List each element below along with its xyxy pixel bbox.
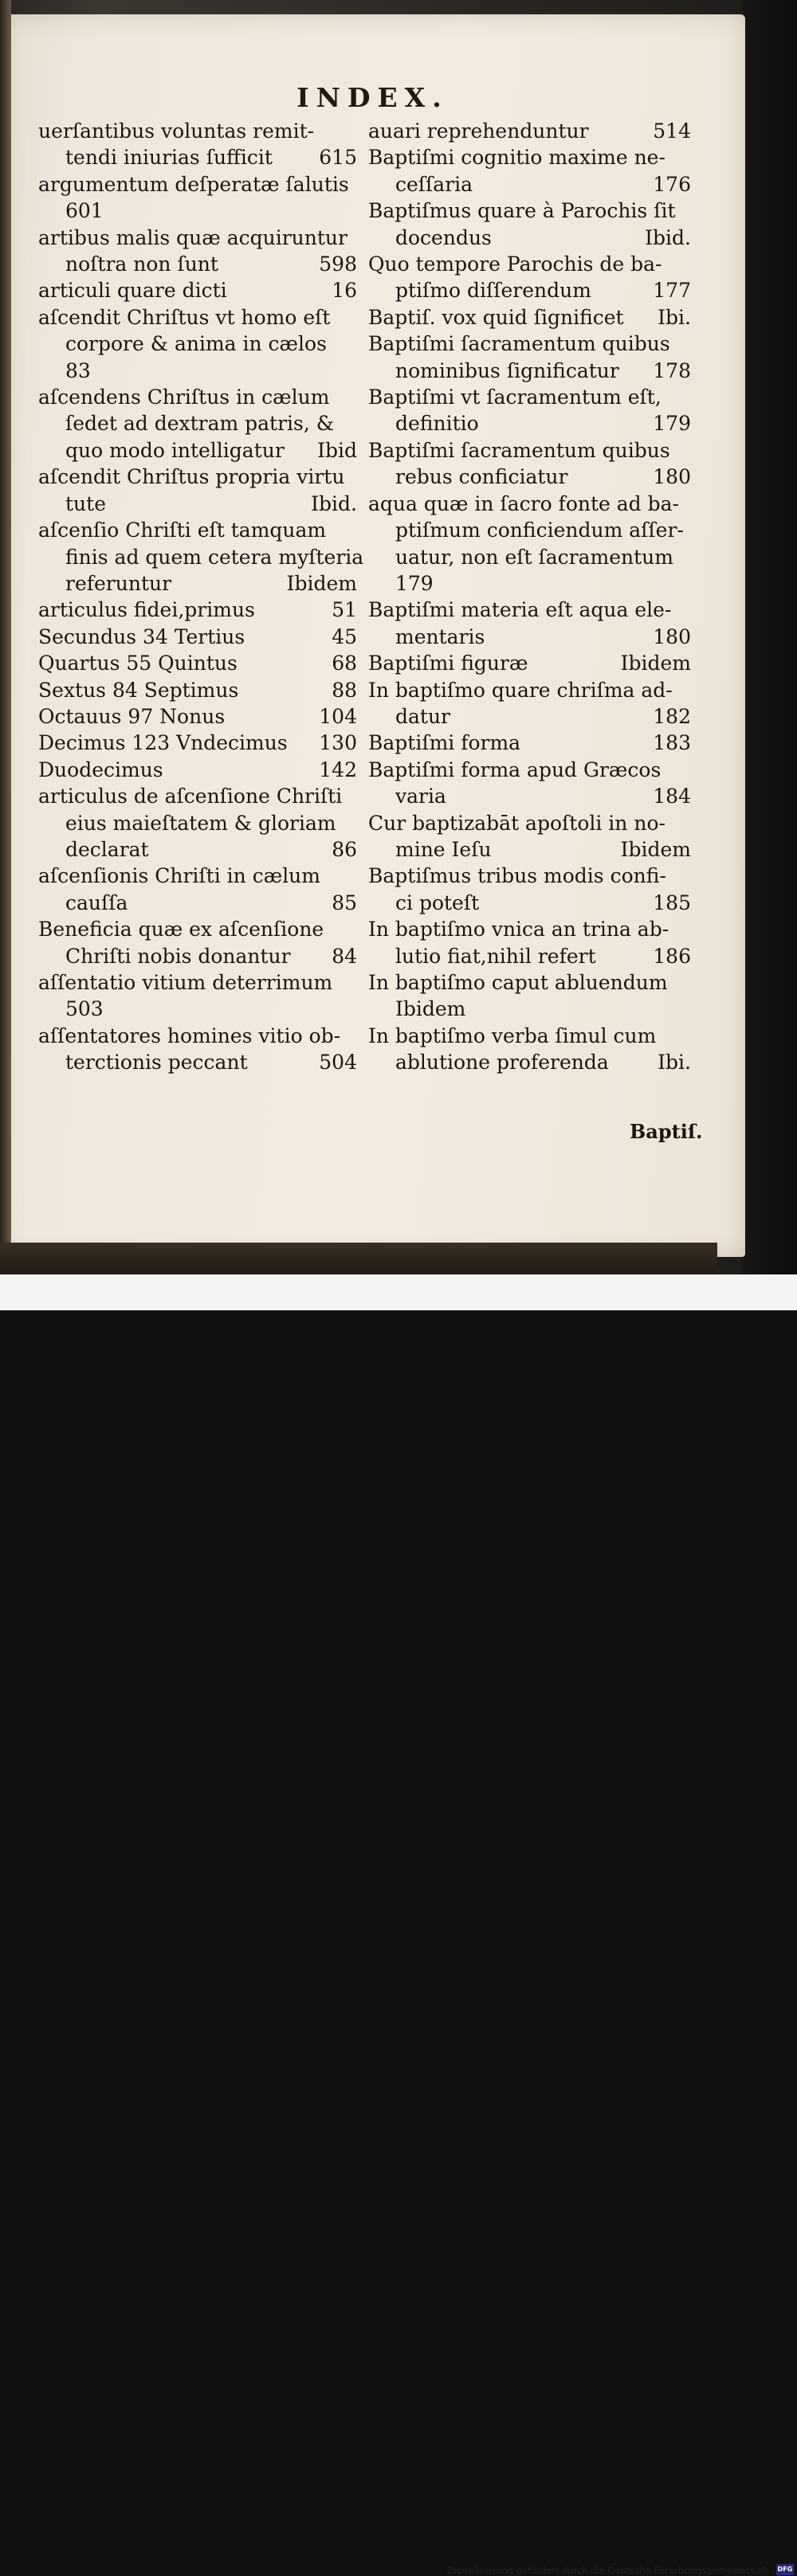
catchword: Baptiſ. xyxy=(630,1120,703,1143)
index-entry xyxy=(368,597,691,623)
index-entry-text: Baptiſmus quare à Parochis ſit xyxy=(368,199,676,223)
index-entry-text: Baptiſmi figuræ xyxy=(368,652,528,675)
index-entry xyxy=(38,225,357,251)
index-entry-page: 45 xyxy=(332,624,357,648)
index-entry xyxy=(38,996,357,1022)
index-entry-text: articuli quare dicti xyxy=(38,279,227,303)
index-entry-text: Octauus 97 Nonus xyxy=(38,704,226,728)
index-entry xyxy=(38,677,357,703)
index-entry-text: declarat xyxy=(65,837,149,861)
index-entry-text: aqua quæ in ſacro fonte ad ba- xyxy=(368,491,679,515)
index-entry-text: finis ad quem cetera myſteria xyxy=(65,545,364,569)
index-entry-text: Baptiſmi ſacramentum quibus xyxy=(368,438,670,462)
index-entry-text: ablutione proferenda xyxy=(395,1051,609,1075)
index-entry-text: eius maieſtatem & gloriam xyxy=(65,811,336,835)
index-entry-page: 184 xyxy=(653,785,691,808)
book-gutter xyxy=(0,0,11,1274)
index-entry-page: 68 xyxy=(332,652,357,675)
index-entry-text: articulus de aſcenſione Chriſti xyxy=(38,785,343,808)
index-entry-text: uerſantibus voluntas remit- xyxy=(38,119,315,143)
index-entry xyxy=(38,597,357,623)
index-entry xyxy=(368,757,691,783)
index-entry-text: artibus malis quæ acquiruntur xyxy=(38,225,347,249)
index-entry-text: 503 xyxy=(65,997,104,1021)
index-entry-page: 182 xyxy=(653,704,691,728)
index-entry xyxy=(368,198,691,224)
index-entry xyxy=(38,491,357,517)
index-entry xyxy=(368,171,691,198)
index-entry-text: referuntur xyxy=(65,571,172,595)
index-entry-page: 142 xyxy=(319,758,357,781)
index-entry-text: Decimus 123 Vndecimus xyxy=(38,731,288,755)
index-entry-text: lutio fiat,nihil refert xyxy=(395,944,596,968)
index-entry xyxy=(38,358,357,384)
book-page xyxy=(0,14,745,1257)
index-entry-text: docendus xyxy=(395,225,492,249)
index-entry-text: Quo tempore Parochis de ba- xyxy=(368,253,662,276)
index-entry xyxy=(38,943,357,969)
index-entry-page: 186 xyxy=(653,944,691,968)
index-entry xyxy=(368,358,691,384)
index-entry-text: nominibus ſignificatur xyxy=(395,358,619,382)
index-entry-text: aſcenſio Chriſti eſt tamquam xyxy=(38,519,327,542)
index-entry xyxy=(368,517,691,543)
index-entry-text: mine Ieſu xyxy=(395,837,492,861)
index-entry-text: 179 xyxy=(395,571,434,595)
index-entry-text: Baptiſmus tribus modis confi- xyxy=(368,864,666,888)
index-entry-text: Baptiſmi materia eſt aqua ele- xyxy=(368,598,672,622)
index-entry-text: datur xyxy=(395,704,451,728)
index-entry-page: 179 xyxy=(653,412,691,436)
index-entry-text: aſſentatio vitium deterrimum xyxy=(38,971,333,994)
index-entry-text: varia xyxy=(395,785,446,808)
index-entry-page: 615 xyxy=(319,146,357,170)
index-entry xyxy=(38,144,357,170)
index-entry-page: Ibidem xyxy=(620,652,691,675)
index-entry-text: mentaris xyxy=(395,624,485,648)
index-entry xyxy=(38,783,357,809)
index-entry xyxy=(368,491,691,517)
index-entry-text: Baptiſmi forma xyxy=(368,731,521,755)
index-entry xyxy=(38,384,357,410)
index-entry xyxy=(38,969,357,996)
index-entry xyxy=(368,730,691,756)
index-entry-text: aſcendit Chriſtus vt homo eſt xyxy=(38,305,331,329)
index-entry-text: Chriſti nobis donantur xyxy=(65,944,291,968)
index-entry xyxy=(38,836,357,863)
index-entry-page: Ibi. xyxy=(658,1051,691,1075)
index-entry xyxy=(38,251,357,277)
index-entry xyxy=(38,410,357,437)
index-entry xyxy=(368,650,691,676)
index-entry xyxy=(368,1023,691,1049)
dfg-logo: DFG xyxy=(776,2564,794,2575)
index-entry-text: ſedet ad dextram patris, & xyxy=(65,412,335,436)
index-entry xyxy=(368,331,691,357)
index-entry xyxy=(38,464,357,490)
index-entry-text: Baptiſmi ſacramentum quibus xyxy=(368,332,670,356)
digitization-notice: Digitalisierung gefördert durch die Deutsche Forschungsgemeinschaft - xyxy=(446,2565,775,2576)
index-entry xyxy=(38,198,357,224)
book-edge-right xyxy=(741,0,797,1274)
index-entry-text: Baptiſmi forma apud Græcos xyxy=(368,758,662,781)
index-entry-text: argumentum deſperatæ ſalutis xyxy=(38,172,349,196)
index-entry xyxy=(368,810,691,836)
index-entry-page: Ibi. xyxy=(658,305,691,329)
index-entry xyxy=(38,757,357,783)
index-entry-text: 601 xyxy=(65,199,104,223)
index-entry-page: 88 xyxy=(332,678,357,702)
index-entry-page: 183 xyxy=(653,731,691,755)
index-entry-text: Duodecimus xyxy=(38,758,163,781)
index-entry xyxy=(368,624,691,650)
index-entry xyxy=(368,118,691,144)
index-entry-text: Baptiſmi vt ſacramentum eſt, xyxy=(368,386,662,409)
index-entry-text: terctionis peccant xyxy=(65,1051,248,1075)
index-entry xyxy=(368,410,691,437)
index-entry-page: 176 xyxy=(653,172,691,196)
index-entry-text: definitio xyxy=(395,412,479,436)
index-entry xyxy=(368,996,691,1022)
index-entry-text: noſtra non ſunt xyxy=(65,253,218,276)
index-entry xyxy=(38,1023,357,1049)
index-entry xyxy=(368,225,691,251)
index-entry-text: aſſentatores homines vitio ob- xyxy=(38,1024,341,1047)
index-entry-text: quo modo intelligatur xyxy=(65,438,285,462)
index-entry xyxy=(368,570,691,597)
book-edge-bottom xyxy=(0,1243,717,1274)
index-entry-text: Quartus 55 Quintus xyxy=(38,652,238,675)
index-entry xyxy=(38,863,357,889)
index-column-right xyxy=(368,118,691,1076)
index-entry-text: In baptiſmo quare chriſma ad- xyxy=(368,678,673,702)
index-entry-page: 514 xyxy=(653,119,691,143)
index-entry xyxy=(368,943,691,969)
index-entry-text: ceſſaria xyxy=(395,172,473,196)
index-entry xyxy=(368,251,691,277)
index-entry xyxy=(38,171,357,198)
index-entry-page: Ibid. xyxy=(311,491,357,515)
index-entry-page: Ibid. xyxy=(645,225,691,249)
index-entry xyxy=(368,464,691,490)
index-entry xyxy=(38,650,357,676)
page-title: INDEX. xyxy=(296,82,449,113)
index-entry-text: Baptiſ. vox quid ſignificet xyxy=(368,305,624,329)
index-entry xyxy=(38,810,357,836)
index-entry-page: Ibidem xyxy=(286,571,357,595)
index-entry xyxy=(38,730,357,756)
index-entry xyxy=(368,384,691,410)
index-entry xyxy=(368,677,691,703)
index-entry xyxy=(38,118,357,144)
index-entry-page: 104 xyxy=(319,704,357,728)
index-entry-text: tendi iniurias ſufficit xyxy=(65,146,273,170)
index-entry xyxy=(38,544,364,570)
index-entry-page: Ibid xyxy=(317,438,357,462)
index-entry-page: 598 xyxy=(319,253,357,276)
index-entry-text: rebus conficiatur xyxy=(395,465,568,489)
index-column-left xyxy=(38,118,364,1076)
index-entry xyxy=(368,277,691,303)
index-entry-page: 84 xyxy=(332,944,357,968)
index-entry xyxy=(368,969,691,996)
index-entry xyxy=(368,437,691,464)
index-entry-page: 178 xyxy=(653,358,691,382)
index-entry xyxy=(368,304,691,331)
index-entry-text: uatur, non eſt ſacramentum xyxy=(395,545,673,569)
index-entry-text: auari reprehenduntur xyxy=(368,119,589,143)
index-entry-text: corpore & anima in cælos xyxy=(65,332,327,356)
index-entry-text: tute xyxy=(65,491,106,515)
index-entry-page: 130 xyxy=(319,731,357,755)
index-entry-text: cauſſa xyxy=(65,891,128,914)
index-entry xyxy=(38,331,357,357)
index-entry xyxy=(368,890,691,916)
index-entry xyxy=(368,863,691,889)
index-entry xyxy=(368,783,691,809)
index-entry-text: ptiſmo diſſerendum xyxy=(395,279,591,303)
index-entry-text: Cur baptizabāt apoſtoli in no- xyxy=(368,811,665,835)
index-entry xyxy=(368,1049,691,1075)
index-entry-page: 86 xyxy=(332,837,357,861)
index-entry xyxy=(38,437,357,464)
index-entry-page: 16 xyxy=(332,279,357,303)
index-entry-text: Ibidem xyxy=(395,997,466,1021)
index-entry-page: Ibidem xyxy=(620,837,691,861)
index-entry-page: 504 xyxy=(319,1051,357,1075)
index-entry xyxy=(368,703,691,730)
index-entry xyxy=(368,916,691,942)
index-entry-text: aſcendit Chriſtus propria virtu xyxy=(38,465,345,489)
index-entry-text: ci poteſt xyxy=(395,891,480,914)
index-entry-page: 85 xyxy=(332,891,357,914)
index-entry xyxy=(38,517,357,543)
index-entry xyxy=(38,916,357,942)
index-entry-text: In baptiſmo vnica an trina ab- xyxy=(368,918,669,942)
index-entry xyxy=(368,544,691,570)
index-entry-text: Baptiſmi cognitio maxime ne- xyxy=(368,146,665,170)
index-entry-text: articulus fidei,primus xyxy=(38,598,255,622)
footer-strip xyxy=(0,1274,797,2576)
index-entry xyxy=(38,304,357,331)
index-entry-text: Sextus 84 Septimus xyxy=(38,678,239,702)
index-entry xyxy=(38,703,357,730)
index-entry-page: 185 xyxy=(653,891,691,914)
index-entry-text: In baptiſmo verba ſimul cum xyxy=(368,1024,657,1047)
index-entry xyxy=(38,624,357,650)
index-entry-text: aſcenſionis Chriſti in cælum xyxy=(38,864,320,888)
index-entry xyxy=(38,277,357,303)
index-entry-text: Secundus 34 Tertius xyxy=(38,624,245,648)
index-entry xyxy=(38,890,357,916)
index-entry-page: 180 xyxy=(653,465,691,489)
index-entry-text: Beneficia quæ ex aſcenſione xyxy=(38,918,324,942)
index-entry-text: 83 xyxy=(65,358,91,382)
index-entry-text: In baptiſmo caput abluendum xyxy=(368,971,668,994)
index-entry xyxy=(368,836,691,863)
index-entry-page: 180 xyxy=(653,624,691,648)
index-entry-page: 177 xyxy=(653,279,691,303)
index-entry xyxy=(368,144,691,170)
index-entry-text: ptiſmum conficiendum aſſer- xyxy=(395,519,684,542)
index-entry xyxy=(38,1049,357,1075)
index-entry-page: 51 xyxy=(332,598,357,622)
index-entry-text: aſcendens Chriſtus in cælum xyxy=(38,386,330,409)
index-entry xyxy=(38,570,357,597)
